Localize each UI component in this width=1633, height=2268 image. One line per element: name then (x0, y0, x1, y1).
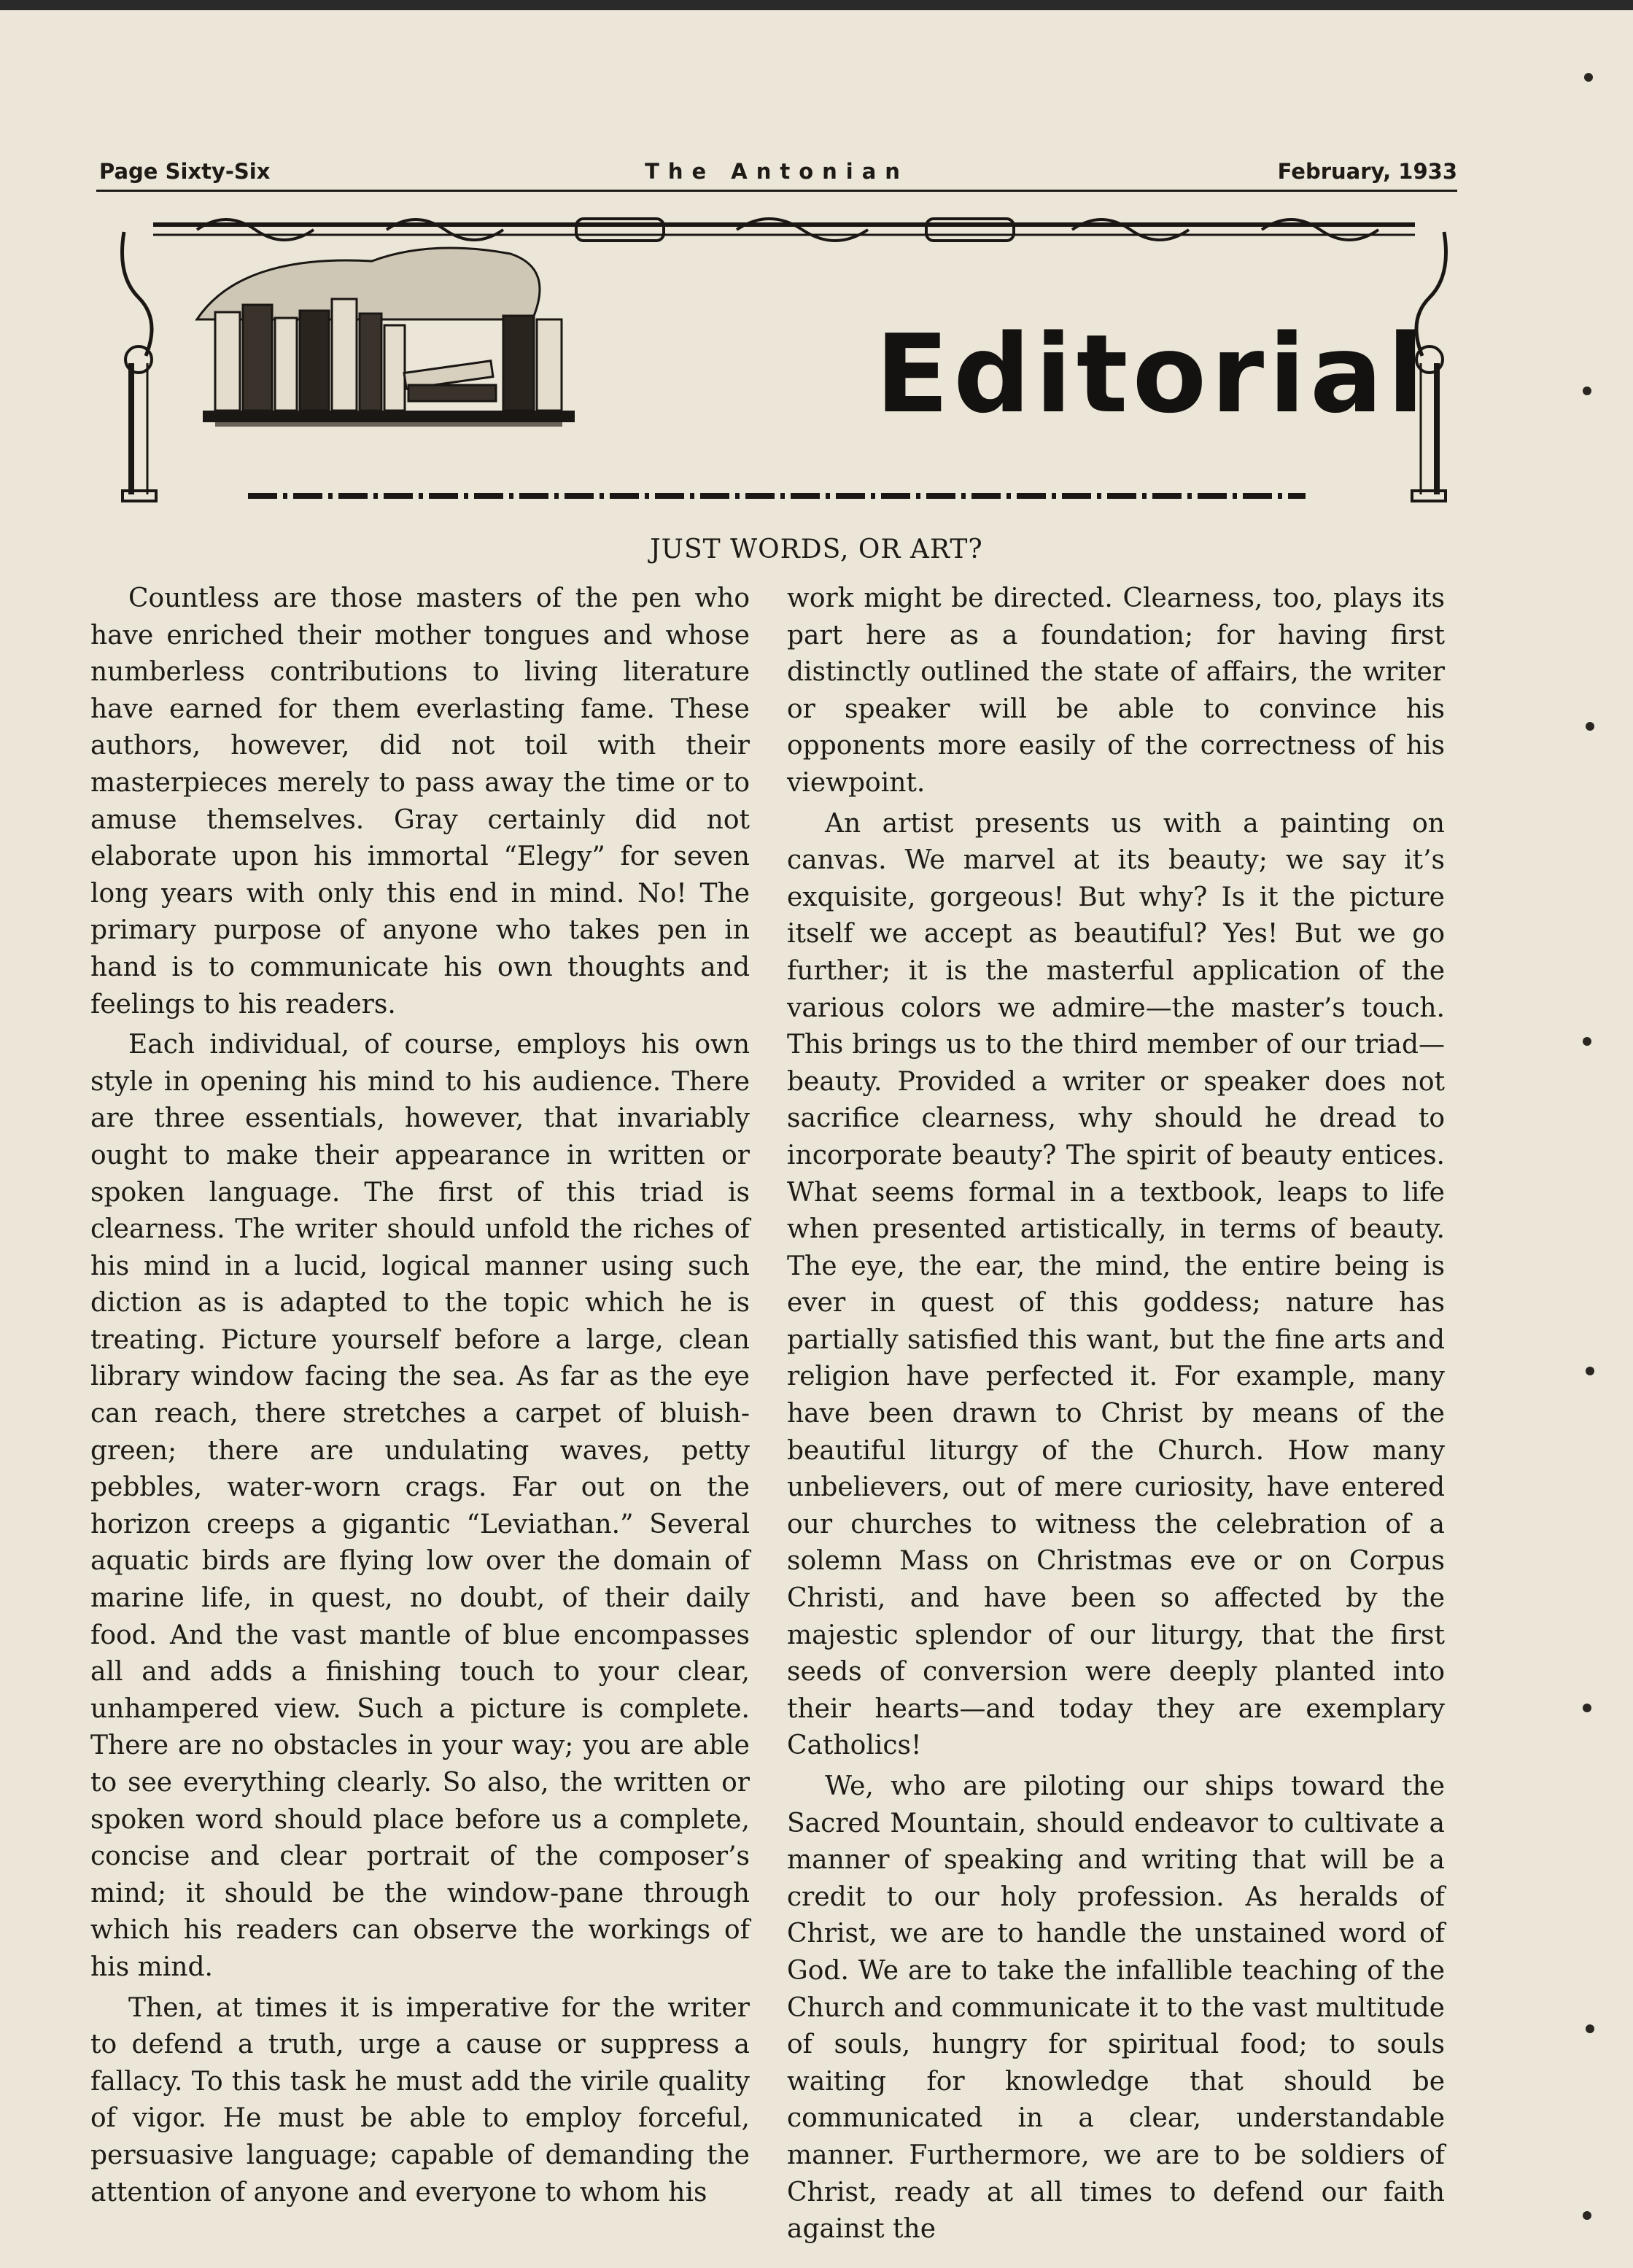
right-column (787, 580, 1445, 2248)
binding-hole (1583, 387, 1591, 395)
running-header (96, 159, 1457, 191)
editorial-banner (109, 203, 1459, 509)
binding-hole (1586, 1367, 1594, 1375)
binding-hole (1583, 1704, 1591, 1712)
binding-hole (1586, 722, 1594, 731)
header-rule (96, 190, 1457, 192)
scan-top-edge (0, 0, 1633, 10)
article-title: JUST WORDS, OR ART? (650, 535, 983, 564)
issue-date: February, 1933 (1277, 159, 1457, 184)
paragraph: Then, at times it is imperative for the writer to defend a truth, urge a cause or suppress a fallacy. To this task he must add the virile quality of vigor. He must be able to employ forceful, persuasive language; capable of demanding the attention of anyone and everyone to whom his (90, 1992, 750, 2207)
paragraph: work might be directed. Clearness, too, plays its part here as a foundation; for having first distinctly outlined the state of affairs, the writer or speaker will be able to convince his opponents more easily of the correctness of his viewpoint. (787, 583, 1445, 798)
left-column (90, 580, 750, 2211)
bookshelf-icon (197, 248, 575, 427)
binding-hole (1583, 1037, 1591, 1046)
paragraph: Each individual, of course, employs his own style in opening his mind to his audience. There are three essentials, however, that invariably ought to make their appearance in written or spoken language. The first of this triad is clearness. The writer should unfold the riches of his mind in a lucid, logical manner using such diction as is adapted to the topic which he is treating. Picture yourself before a large, clean library window facing the sea. As far as the eye can reach, there stretches a carpet of bluish-green; there are undulating waves, petty pebbles, water-worn crags. Far out on the horizon creeps a gigantic “Leviathan.” Several aquatic birds are flying low over the domain of marine life, in quest, no doubt, of their daily food. And the vast mantle of blue encompasses all and adds a finishing touch to your clear, unhampered view. Such a picture is complete. There are no obstacles in your way; you are able to see everything clearly. So also, the written or spoken word should place before us a complete, concise and clear portrait of the composer’s mind; it should be the window-pane through which his readers can observe the workings of his mind. (90, 1030, 750, 1982)
section-title: Editorial (875, 311, 1429, 437)
binding-hole (1583, 2211, 1591, 2220)
paragraph: Countless are those masters of the pen who have enriched their mother tongues and whose numberless contributions to living literature have earned for them everlasting fame. These authors, however, did not toil with their masterpieces merely to pass away the time or to amuse themselves. Gray certainly did not elaborate upon his immortal “Elegy” for seven long years with only this end in mind. No! The primary purpose of anyone who takes pen in hand is to communicate his own thoughts and feelings to his readers. (90, 583, 750, 1020)
paragraph: We, who are piloting our ships toward the Sacred Mountain, should endeavor to cultivate a manner of speaking and writing that will be a credit to our holy profession. As heralds of Christ, we are to handle the unstained word of God. We are to take the infallible teaching of the Church and communicate it to the vast multitude of souls, hungry for spiritual food; to souls waiting for knowledge that should be communicated in a clear, understandable manner. Furthermore, we are to be soldiers of Christ, ready at all times to defend our faith against the (787, 1771, 1445, 2245)
binding-hole (1586, 2024, 1594, 2033)
page-number: Page Sixty-Six (99, 159, 271, 184)
publication-name: The Antonian (645, 159, 909, 184)
binding-hole (1584, 73, 1593, 82)
paragraph: An artist presents us with a painting on canvas. We marvel at its beauty; we say it’s exquisite, gorgeous! But why? Is it the picture itself we accept as beautiful? Yes! But we go further; it is the masterful application of the various colors we admire—the master’s touch. This brings us to the third member of our triad—beauty. Provided a writer or speaker does not sacrifice clearness, why should he dread to incorporate beauty? The spirit of beauty entices. What seems formal in a textbook, leaps to life when presented artistically, in terms of beauty. The eye, the ear, the mind, the entire being is ever in quest of this goddess; nature has partially satisfied this want, but the fine arts and religion have perfected it. For example, many have been drawn to Christ by means of the beautiful liturgy of the Church. How many unbelievers, out of mere curiosity, have entered our churches to witness the celebration of a solemn Mass on Christmas eve or on Corpus Christi, and have been so affected by the majestic splendor of our liturgy, that the first seeds of conversion were deeply planted into their hearts—and today they are exemplary Catholics! (787, 808, 1445, 1761)
